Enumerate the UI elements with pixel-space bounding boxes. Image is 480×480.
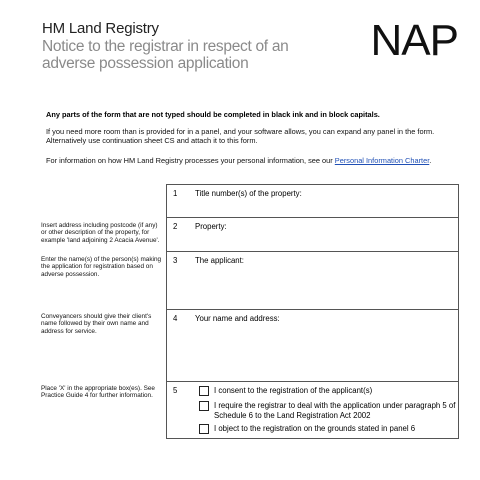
form-panels <box>166 184 459 439</box>
panel-label: Property: <box>195 222 227 231</box>
personal-information-charter-link[interactable]: Personal Information Charter <box>334 156 430 165</box>
privacy-instruction <box>46 156 456 165</box>
panel-applicant[interactable] <box>166 252 459 310</box>
panel-number: 5 <box>173 386 178 395</box>
form-code: NAP <box>370 16 458 65</box>
option-text: I object to the registration on the grounds stated in panel 6 <box>214 424 416 433</box>
option-text: I require the registrar to deal with the application under paragraph 5 of Schedule 6 to the Land Registration Act 2002 <box>214 401 456 420</box>
panel-number: 2 <box>173 222 178 231</box>
panel-options <box>166 382 459 439</box>
panel-label: Your name and address: <box>195 314 280 323</box>
more-room-instruction: If you need more room than is provided for in a panel, and your software allows, you can expand any panel in the form. Alternatively use continuation sheet CS and attach it to this form. <box>46 127 435 145</box>
form-title: Notice to the registrar in respect of an adverse possession application <box>42 38 289 72</box>
panel-property[interactable] <box>166 218 459 252</box>
option-text: I consent to the registration of the applicant(s) <box>214 386 373 395</box>
require-registrar-checkbox[interactable] <box>199 401 209 411</box>
panel-number: 4 <box>173 314 178 323</box>
panel-title-number[interactable] <box>166 184 459 218</box>
block-capitals-instruction: Any parts of the form that are not typed should be completed in black ink and in block capitals. <box>46 110 380 119</box>
privacy-prefix: For information on how HM Land Registry processes your personal information, see our <box>46 156 335 165</box>
applicant-side-note: Enter the name(s) of the person(s) making the application for registration based on adverse possession. <box>41 256 162 278</box>
panel-label: The applicant: <box>195 256 244 265</box>
panel-label: Title number(s) of the property: <box>195 189 302 198</box>
option-consent[interactable] <box>199 386 459 396</box>
option-require-registrar[interactable] <box>199 401 459 421</box>
object-checkbox[interactable] <box>199 424 209 434</box>
panel-number: 3 <box>173 256 178 265</box>
conveyancer-side-note: Conveyancers should give their client's name followed by their own name and address for service. <box>41 313 152 335</box>
options-side-note: Place 'X' in the appropriate box(es). See Practice Guide 4 for further information. <box>41 385 155 400</box>
consent-checkbox[interactable] <box>199 386 209 396</box>
privacy-suffix: . <box>429 156 432 165</box>
panel-name-and-address[interactable] <box>166 310 459 382</box>
organisation-name: HM Land Registry <box>42 20 159 37</box>
option-object[interactable] <box>199 424 459 434</box>
property-side-note: Insert address including postcode (if any) or other description of the property, for example 'land adjoining 2 Acacia Avenue'. <box>41 222 160 244</box>
panel-number: 1 <box>173 189 178 198</box>
